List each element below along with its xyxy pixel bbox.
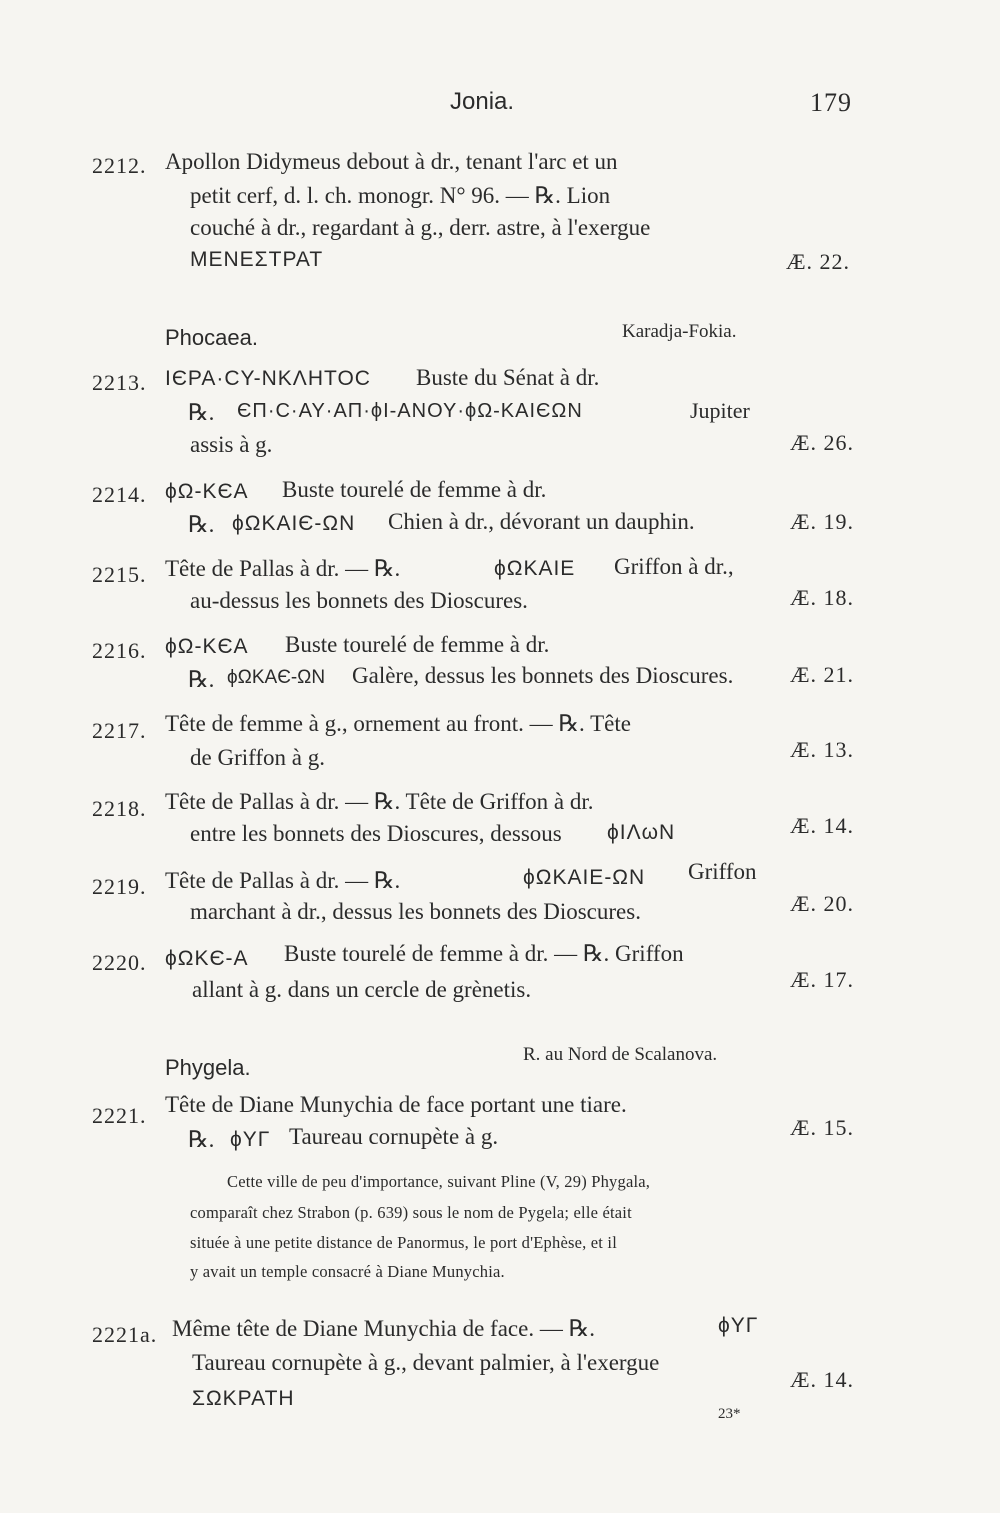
reverse-mark: ℞. — [188, 1127, 215, 1152]
entry-number: 2220. — [92, 950, 147, 975]
metal-size: Æ. 15. — [790, 1115, 855, 1140]
entry-number: 2221. — [92, 1103, 147, 1128]
coin-legend: ϕΙΛωΝ — [607, 821, 676, 844]
metal-size: Æ. 14. — [790, 813, 855, 838]
entry-number: 2215. — [92, 562, 147, 587]
reverse-mark: ℞. — [188, 400, 215, 425]
entry-line: Jupiter — [690, 398, 750, 423]
coin-legend: ЄΠ·C·ΑΥ·ΑΠ·ϕΙ-ΑΝΟΥ·ϕΩ-ΚΑΙЄΩΝ — [237, 400, 583, 422]
entry-number: 2217. — [92, 718, 147, 743]
entry-number: 2221a. — [92, 1322, 158, 1347]
entry-number: 2216. — [92, 638, 147, 663]
entry-line: entre les bonnets des Dioscures, dessous — [190, 821, 562, 846]
entry-number: 2214. — [92, 482, 147, 507]
metal-size: Æ. 26. — [790, 430, 855, 455]
entry-line: Buste du Sénat à dr. — [416, 365, 600, 390]
entry-line: Buste tourelé de femme à dr. — [285, 632, 550, 657]
coin-legend: ΜΕΝΕΣΤΡΑΤ — [190, 248, 324, 271]
entry-line: au-dessus les bonnets des Dioscures. — [190, 588, 528, 613]
entry-number: 2218. — [92, 796, 147, 821]
entry-line: marchant à dr., dessus les bonnets des Dioscures. — [190, 899, 641, 924]
entry-number: 2212. — [92, 153, 147, 178]
entry-line: Griffon — [688, 859, 757, 884]
metal-size: Æ. 22. — [786, 249, 851, 274]
entry-line: Buste tourelé de femme à dr. — ℞. Griffon — [284, 941, 684, 966]
metal-size: Æ. 18. — [790, 585, 855, 610]
entry-line: de Griffon à g. — [190, 745, 325, 770]
reverse-mark: ℞. — [188, 667, 215, 692]
coin-legend: ϕΥΓ — [718, 1314, 759, 1337]
coin-legend: ϕΩ-ΚЄΑ — [165, 480, 249, 503]
entry-line: Tête de Pallas à dr. — ℞. — [165, 868, 401, 893]
coin-legend: ϕΩΚΑЄ-ΩΝ — [227, 667, 326, 688]
coin-legend: ϕΩΚΑΙΕ — [494, 557, 576, 580]
note-line: y avait un temple consacré à Diane Munychia. — [190, 1262, 505, 1281]
coin-legend: ϕΩ-ΚЄΑ — [165, 635, 249, 658]
entry-line: Buste tourelé de femme à dr. — [282, 477, 547, 502]
note-line: comparaît chez Strabon (p. 639) sous le nom de Pygela; elle était — [190, 1203, 632, 1222]
entry-line: Taureau cornupète à g., devant palmier, à l'exergue — [192, 1350, 660, 1375]
entry-line: petit cerf, d. l. ch. monogr. N° 96. — ℞. Lion — [190, 183, 611, 208]
coin-legend: ϕΥΓ — [230, 1128, 271, 1151]
entry-line: assis à g. — [190, 432, 273, 457]
modern-name: R. au Nord de Scalanova. — [523, 1044, 718, 1065]
entry-line: Tête de Diane Munychia de face portant une tiare. — [165, 1092, 627, 1117]
note-line: située à une petite distance de Panormus, le port d'Ephèse, et il — [190, 1233, 617, 1252]
coin-legend: ϕΩΚΑΙЄ-ΩΝ — [232, 512, 356, 535]
note-line: Cette ville de peu d'importance, suivant Pline (V, 29) Phygala, — [227, 1172, 651, 1191]
coin-legend: ΙЄΡΑ·CΥ-ΝΚΛΗΤΟC — [165, 367, 371, 390]
entry-number: 2219. — [92, 874, 147, 899]
coin-legend: ϕΩΚΑΙΕ-ΩΝ — [523, 866, 646, 889]
section-heading: Phygela. — [165, 1055, 251, 1080]
metal-size: Æ. 19. — [790, 509, 855, 534]
entry-line: Galère, dessus les bonnets des Dioscures. — [352, 663, 734, 688]
entry-line: Tête de Pallas à dr. — ℞. Tête de Griffon à dr. — [165, 789, 594, 814]
section-heading: Phocaea. — [165, 325, 258, 350]
entry-number: 2213. — [92, 370, 147, 395]
running-head-title: Jonia. — [450, 88, 515, 115]
entry-line: Griffon à dr., — [614, 554, 734, 579]
modern-name: Karadja-Fokia. — [622, 321, 737, 342]
reverse-mark: ℞. — [188, 512, 215, 537]
metal-size: Æ. 17. — [790, 967, 855, 992]
entry-line: Chien à dr., dévorant un dauphin. — [388, 509, 695, 534]
metal-size: Æ. 21. — [790, 662, 855, 687]
entry-line: Tête de Pallas à dr. — ℞. — [165, 556, 401, 581]
entry-line: Même tête de Diane Munychia de face. — ℞. — [172, 1316, 595, 1341]
entry-line: Apollon Didymeus debout à dr., tenant l'arc et un — [165, 149, 618, 174]
metal-size: Æ. 14. — [790, 1367, 855, 1392]
entry-line: Tête de femme à g., ornement au front. — ℞. Tête — [165, 711, 631, 736]
signature-mark: 23* — [718, 1406, 741, 1422]
metal-size: Æ. 13. — [790, 737, 855, 762]
metal-size: Æ. 20. — [790, 891, 855, 916]
entry-line: allant à g. dans un cercle de grènetis. — [192, 977, 532, 1002]
entry-line: couché à dr., regardant à g., derr. astre, à l'exergue — [190, 215, 651, 240]
entry-line: Taureau cornupète à g. — [289, 1124, 499, 1149]
coin-legend: ϕΩΚЄ-Α — [165, 947, 249, 970]
page-number: 179 — [810, 88, 852, 117]
coin-legend: ΣΩΚΡΑΤΗ — [192, 1387, 295, 1410]
